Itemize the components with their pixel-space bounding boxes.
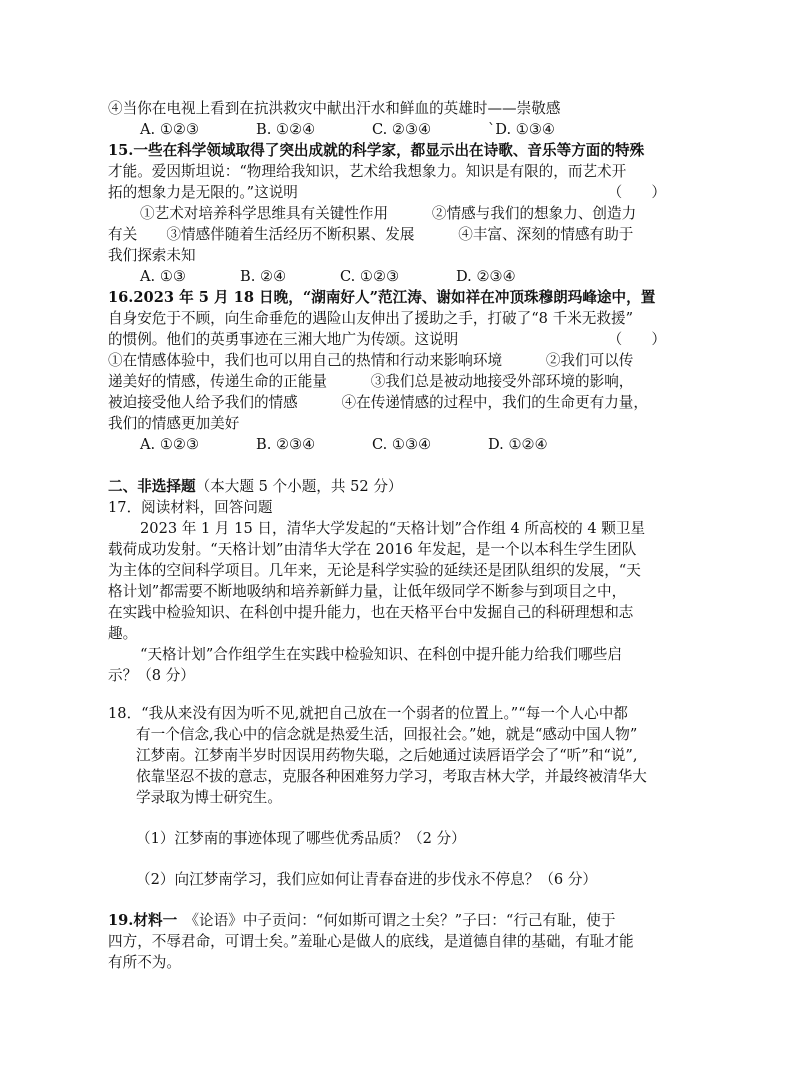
q18-line5: 学录取为博士研究生。 — [136, 789, 282, 806]
q15-options — [108, 266, 688, 287]
q16-option-b: B. ②③④ — [256, 436, 316, 453]
q16-line2: 自身安危于不顾，向生命垂危的遇险山友伸出了援助之手，打破了“8 千米无救援” — [108, 310, 634, 327]
q19-label: 19.材料一 — [108, 912, 178, 929]
q15-line3 — [108, 182, 688, 203]
q15-line4: ①艺术对培养科学思维具有关键性作用 ②情感与我们的想象力、创造力 — [140, 205, 637, 222]
q16-line6: 被迫接受他人给予我们的情感 ④在传递情感的过程中，我们的生命更有力量， — [108, 394, 648, 411]
q17-question-line2: 示？（8 分） — [108, 667, 195, 684]
q16-line1: 16.2023 年 5 月 18 日晚，“湖南好人”范江涛、谢如祥在冲顶珠穆朗玛峰途中，置 — [108, 289, 656, 306]
q15-option-c: C. ①②③ — [340, 268, 400, 285]
q18-line3: 江梦南。江梦南半岁时因误用药物失聪，之后她通过读唇语学会了“听”和“说”, — [136, 747, 638, 764]
q14-option-d: `D. ①③④ — [488, 121, 556, 138]
q18-sub1: （1）江梦南的事迹体现了哪些优秀品质？（2 分） — [136, 830, 466, 847]
q19-line1-text: 《论语》中子贡问：“何如斯可谓之士矣？”子曰：“行己有耻，使于 — [177, 912, 616, 929]
q17-p2: 载荷成功发射。“天格计划”由清华大学在 2016 年发起，是一个以本科生学生团队 — [108, 541, 637, 558]
q17-p6: 趣。 — [108, 625, 138, 642]
q16-option-c: C. ①③④ — [372, 436, 432, 453]
q17-p5: 在实践中检验知识、在科创中提升能力，也在天格平台中发掘自己的科研理想和志 — [108, 604, 634, 621]
q16-line4: ①在情感体验中，我们也可以用自己的热情和行动来影响环境 ②我们可以传 — [108, 352, 634, 369]
q16-line3 — [108, 329, 688, 350]
q19-line2: 四方，不辱君命，可谓士矣。”羞耻心是做人的底线，是道德自律的基础，有耻才能 — [108, 933, 634, 950]
q16-line5: 递美好的情感，传递生命的正能量 ③我们总是被动地接受外部环境的影响， — [108, 373, 634, 390]
q15-line1: 15.一些在科学领域取得了突出成就的科学家，都显示出在诗歌、音乐等方面的特殊 — [108, 142, 645, 159]
q14-option-c: C. ②③④ — [372, 121, 432, 138]
q19-line1 — [108, 910, 688, 931]
q16-answer-paren: （ ） — [607, 331, 666, 348]
q15-line5: 有关 ③情感伴随着生活经历不断积累、发展 ④丰富、深刻的情感有助于 — [108, 226, 634, 243]
q16-line7: 我们的情感更加美好 — [108, 415, 240, 432]
q15-line6: 我们探索未知 — [108, 247, 196, 264]
spacer — [108, 455, 688, 476]
q18-line2: 有一个信念,我心中的信念就是热爱生活，回报社会。”她，就是“感动中国人物” — [136, 726, 638, 743]
spacer — [108, 849, 688, 869]
section-2-title-rest: （本大题 5 个小题，共 52 分） — [195, 478, 403, 495]
q18-line1: 18．“我从来没有因为听不见,就把自己放在一个弱者的位置上。”“每一个人心中都 — [108, 705, 628, 722]
spacer — [108, 890, 688, 910]
q14-options — [108, 119, 688, 140]
section-2-title-bold: 二、非选择题 — [108, 478, 196, 495]
q14-item4: ④当你在电视上看到在抗洪救灾中献出汗水和鲜血的英雄时——崇敬感 — [108, 100, 561, 117]
q17-head: 17．阅读材料，回答问题 — [108, 499, 273, 516]
q14-option-b: B. ①②④ — [256, 121, 316, 138]
q15-option-a: A. ①③ — [140, 268, 186, 285]
q15-option-b: B. ②④ — [240, 268, 287, 285]
q17-p3: 为主体的空间科学项目。几年来，无论是科学实验的延续还是团队组织的发展，“天 — [108, 562, 641, 579]
q16-option-d: D. ①②④ — [488, 436, 548, 453]
q15-answer-paren: （ ） — [607, 184, 666, 201]
q17-p1: 2023 年 1 月 15 日，清华大学发起的“天格计划”合作组 4 所高校的 4 颗卫星 — [140, 520, 646, 537]
section-2-title — [108, 476, 688, 497]
exam-page — [108, 98, 688, 973]
q16-option-a: A. ①②③ — [140, 436, 200, 453]
spacer — [108, 808, 688, 828]
q16-line3-text: 的惯例。他们的英勇事迹在三湘大地广为传颂。这说明 — [108, 331, 459, 348]
q15-line3-text: 拓的想象力是无限的。”这说明 — [108, 184, 298, 201]
q19-line3: 有所不为。 — [108, 954, 181, 971]
spacer — [108, 686, 688, 703]
q18-sub2: （2）向江梦南学习，我们应如何让青春奋进的步伐永不停息？（6 分） — [136, 871, 598, 888]
q17-p4: 格计划”都需要不断地吸纳和培养新鲜力量，让低年级同学不断参与到项目之中， — [108, 583, 627, 600]
q16-options — [108, 434, 688, 455]
q17-question-line1: “天格计划”合作组学生在实践中检验知识、在科创中提升能力给我们哪些启 — [140, 646, 622, 663]
q15-line2: 才能。爱因斯坦说：“物理给我知识，艺术给我想象力。知识是有限的，而艺术开 — [108, 163, 627, 180]
q14-option-a: A. ①②③ — [140, 121, 200, 138]
q15-option-d: D. ②③④ — [456, 268, 516, 285]
q18-line4: 依靠坚忍不拔的意志，克服各种困难努力学习，考取吉林大学，并最终被清华大 — [136, 768, 647, 785]
